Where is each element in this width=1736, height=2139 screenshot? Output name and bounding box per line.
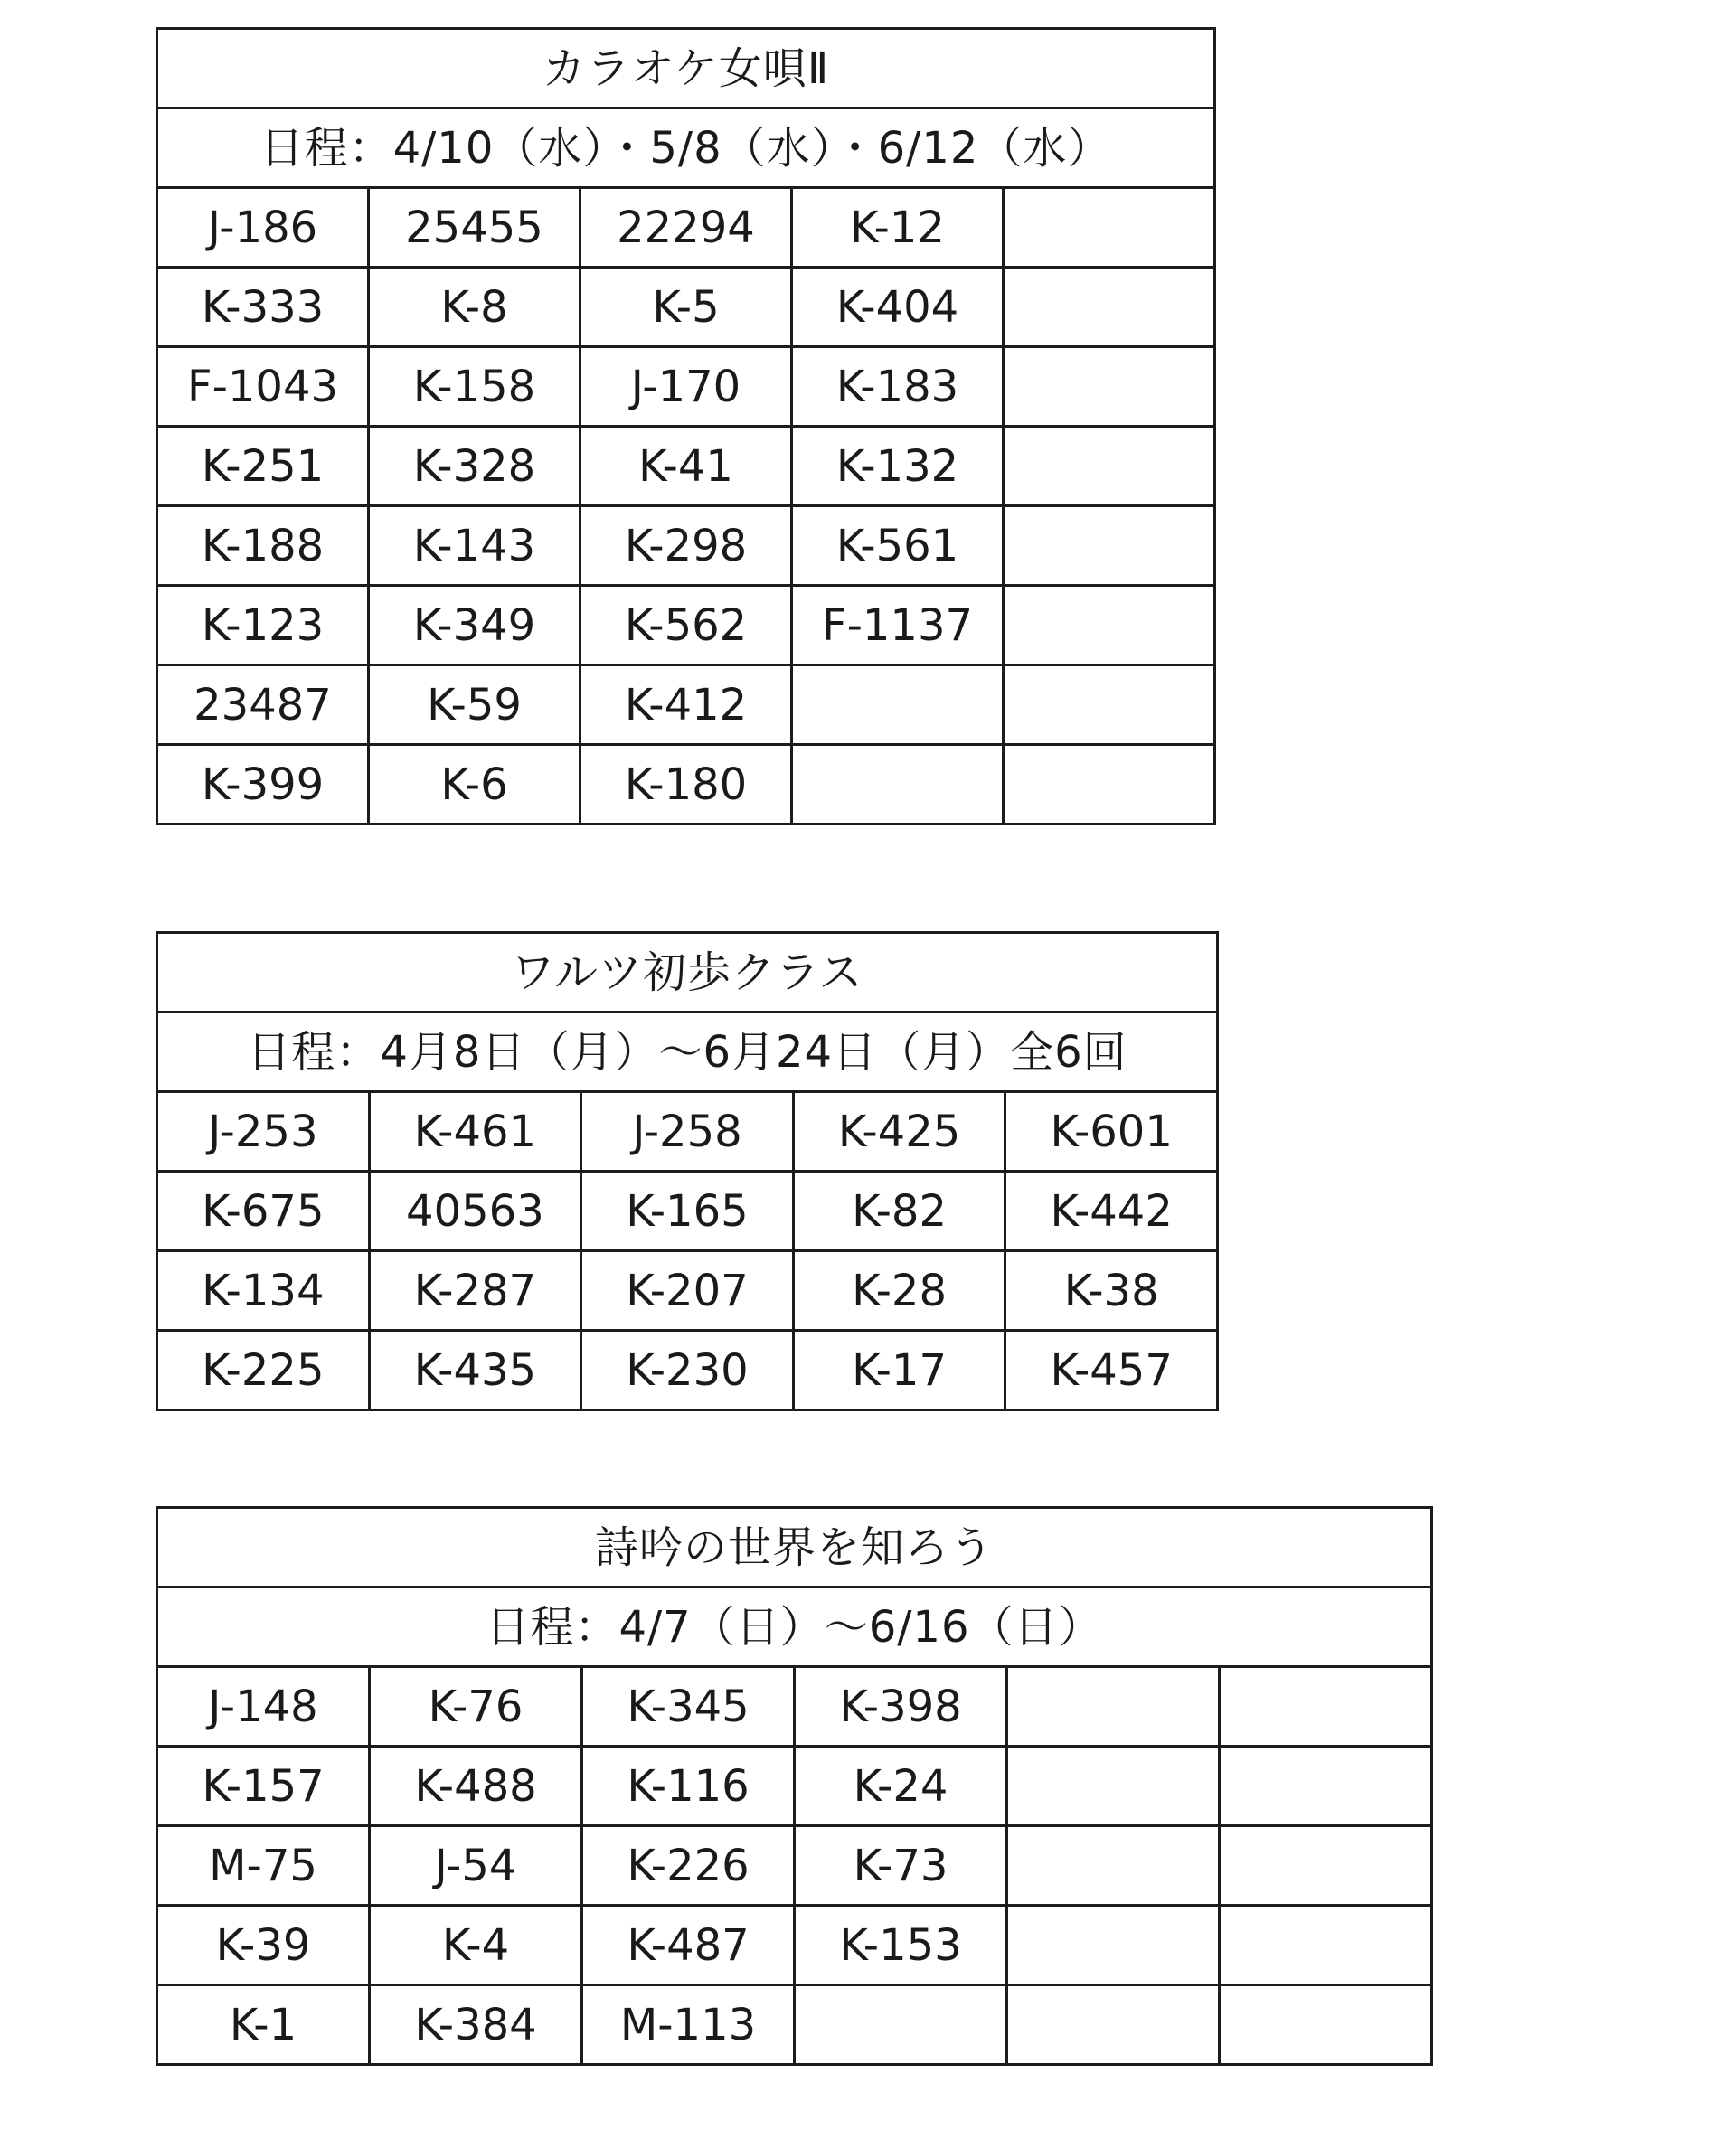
table-row [157, 427, 1215, 506]
karaoke-course-table [156, 27, 1216, 825]
song-code-cell [1004, 188, 1215, 268]
song-code-cell: K-561 [792, 506, 1004, 586]
song-code-cell: K-425 [793, 1092, 1005, 1172]
table-row [157, 188, 1215, 268]
course-title: ワルツ初歩クラス [157, 933, 1218, 1013]
song-code-cell: J-54 [370, 1826, 582, 1906]
song-code-cell: K-601 [1005, 1092, 1218, 1172]
song-code-cell: K-384 [370, 1985, 582, 2065]
song-code-cell [792, 665, 1004, 745]
song-code-cell: K-675 [157, 1172, 370, 1251]
song-code-cell: M-75 [157, 1826, 370, 1906]
song-code-cell: F-1137 [792, 586, 1004, 665]
song-code-cell: K-157 [157, 1747, 370, 1826]
song-code-cell: 40563 [369, 1172, 581, 1251]
song-code-cell [1004, 586, 1215, 665]
waltz-course-table [156, 931, 1219, 1411]
song-code-cell: J-148 [157, 1667, 370, 1747]
song-code-cell: K-132 [792, 427, 1004, 506]
song-code-cell [1004, 347, 1215, 427]
table-row [157, 1092, 1218, 1172]
song-code-cell: K-183 [792, 347, 1004, 427]
song-code-cell [795, 1985, 1007, 2065]
song-code-cell: 22294 [580, 188, 792, 268]
song-code-cell: K-6 [369, 745, 580, 825]
song-code-cell: K-1 [157, 1985, 370, 2065]
song-code-cell [1004, 427, 1215, 506]
song-code-cell: K-41 [580, 427, 792, 506]
song-code-cell: K-399 [157, 745, 369, 825]
song-code-cell: J-186 [157, 188, 369, 268]
table-row [157, 1826, 1432, 1906]
song-code-cell: K-487 [582, 1906, 795, 1985]
table-row [157, 1251, 1218, 1331]
song-code-cell: K-59 [369, 665, 580, 745]
schedule-row [157, 108, 1215, 188]
song-code-cell: K-349 [369, 586, 580, 665]
song-code-cell: K-28 [793, 1251, 1005, 1331]
song-code-cell: K-5 [580, 268, 792, 347]
song-code-cell: K-82 [793, 1172, 1005, 1251]
course-schedule: 日程：4/10（水）・5/8（水）・6/12（水） [157, 108, 1215, 188]
shigin-course-table [156, 1506, 1433, 2066]
song-code-cell: K-134 [157, 1251, 370, 1331]
course-schedule: 日程：4月8日（月）～6月24日（月）全6回 [157, 1013, 1218, 1092]
song-code-cell [1004, 506, 1215, 586]
table-row [157, 586, 1215, 665]
song-code-cell: K-158 [369, 347, 580, 427]
song-code-cell: K-76 [370, 1667, 582, 1747]
song-code-cell: K-207 [581, 1251, 794, 1331]
course-title: 詩吟の世界を知ろう [157, 1508, 1432, 1588]
song-code-cell: J-258 [581, 1092, 794, 1172]
song-code-cell: K-230 [581, 1331, 794, 1410]
song-code-cell: K-165 [581, 1172, 794, 1251]
song-code-cell [792, 745, 1004, 825]
song-code-cell: 25455 [369, 188, 580, 268]
song-code-cell: K-8 [369, 268, 580, 347]
schedule-row [157, 1588, 1432, 1667]
song-code-cell: K-404 [792, 268, 1004, 347]
song-code-cell [1220, 1747, 1432, 1826]
table-row [157, 745, 1215, 825]
song-code-cell: K-488 [370, 1747, 582, 1826]
song-code-cell: K-226 [582, 1826, 795, 1906]
song-code-cell: K-298 [580, 506, 792, 586]
song-code-cell: K-17 [793, 1331, 1005, 1410]
table-row [157, 1667, 1432, 1747]
song-code-cell: K-38 [1005, 1251, 1218, 1331]
song-code-cell [1220, 1826, 1432, 1906]
course-schedule: 日程：4/7（日）～6/16（日） [157, 1588, 1432, 1667]
song-code-cell [1007, 1906, 1220, 1985]
song-code-cell: K-442 [1005, 1172, 1218, 1251]
song-code-cell [1220, 1906, 1432, 1985]
song-code-cell [1004, 268, 1215, 347]
song-code-cell: K-328 [369, 427, 580, 506]
song-code-cell: K-398 [795, 1667, 1007, 1747]
table-row [157, 1331, 1218, 1410]
song-code-cell: F-1043 [157, 347, 369, 427]
song-code-cell [1004, 665, 1215, 745]
song-code-cell: K-73 [795, 1826, 1007, 1906]
song-code-cell [1220, 1985, 1432, 2065]
song-code-cell: M-113 [582, 1985, 795, 2065]
table-row [157, 506, 1215, 586]
song-code-cell [1007, 1985, 1220, 2065]
song-code-cell [1007, 1826, 1220, 1906]
song-code-cell: K-116 [582, 1747, 795, 1826]
table-row [157, 1172, 1218, 1251]
song-code-cell: K-345 [582, 1667, 795, 1747]
table-row [157, 347, 1215, 427]
song-code-cell: K-333 [157, 268, 369, 347]
schedule-row [157, 1013, 1218, 1092]
song-code-cell: K-562 [580, 586, 792, 665]
song-code-cell: K-39 [157, 1906, 370, 1985]
song-code-cell [1220, 1667, 1432, 1747]
song-code-cell: K-24 [795, 1747, 1007, 1826]
song-code-cell: K-435 [369, 1331, 581, 1410]
song-code-cell: K-123 [157, 586, 369, 665]
song-code-cell: K-457 [1005, 1331, 1218, 1410]
song-code-cell: J-170 [580, 347, 792, 427]
title-row [157, 1508, 1432, 1588]
song-code-cell: K-461 [369, 1092, 581, 1172]
table-row [157, 1747, 1432, 1826]
song-code-cell: K-143 [369, 506, 580, 586]
song-code-cell: K-251 [157, 427, 369, 506]
song-code-cell: K-225 [157, 1331, 370, 1410]
song-code-cell: 23487 [157, 665, 369, 745]
course-title: カラオケ女唄Ⅱ [157, 29, 1215, 108]
song-code-cell: K-153 [795, 1906, 1007, 1985]
song-code-cell [1004, 745, 1215, 825]
title-row [157, 29, 1215, 108]
table-row [157, 1906, 1432, 1985]
song-code-cell: K-287 [369, 1251, 581, 1331]
title-row [157, 933, 1218, 1013]
song-code-cell: K-412 [580, 665, 792, 745]
song-code-cell [1007, 1667, 1220, 1747]
song-code-cell: K-180 [580, 745, 792, 825]
song-code-cell: K-4 [370, 1906, 582, 1985]
table-row [157, 268, 1215, 347]
table-row [157, 665, 1215, 745]
song-code-cell: K-188 [157, 506, 369, 586]
table-row [157, 1985, 1432, 2065]
song-code-cell: K-12 [792, 188, 1004, 268]
song-code-cell [1007, 1747, 1220, 1826]
song-code-cell: J-253 [157, 1092, 370, 1172]
